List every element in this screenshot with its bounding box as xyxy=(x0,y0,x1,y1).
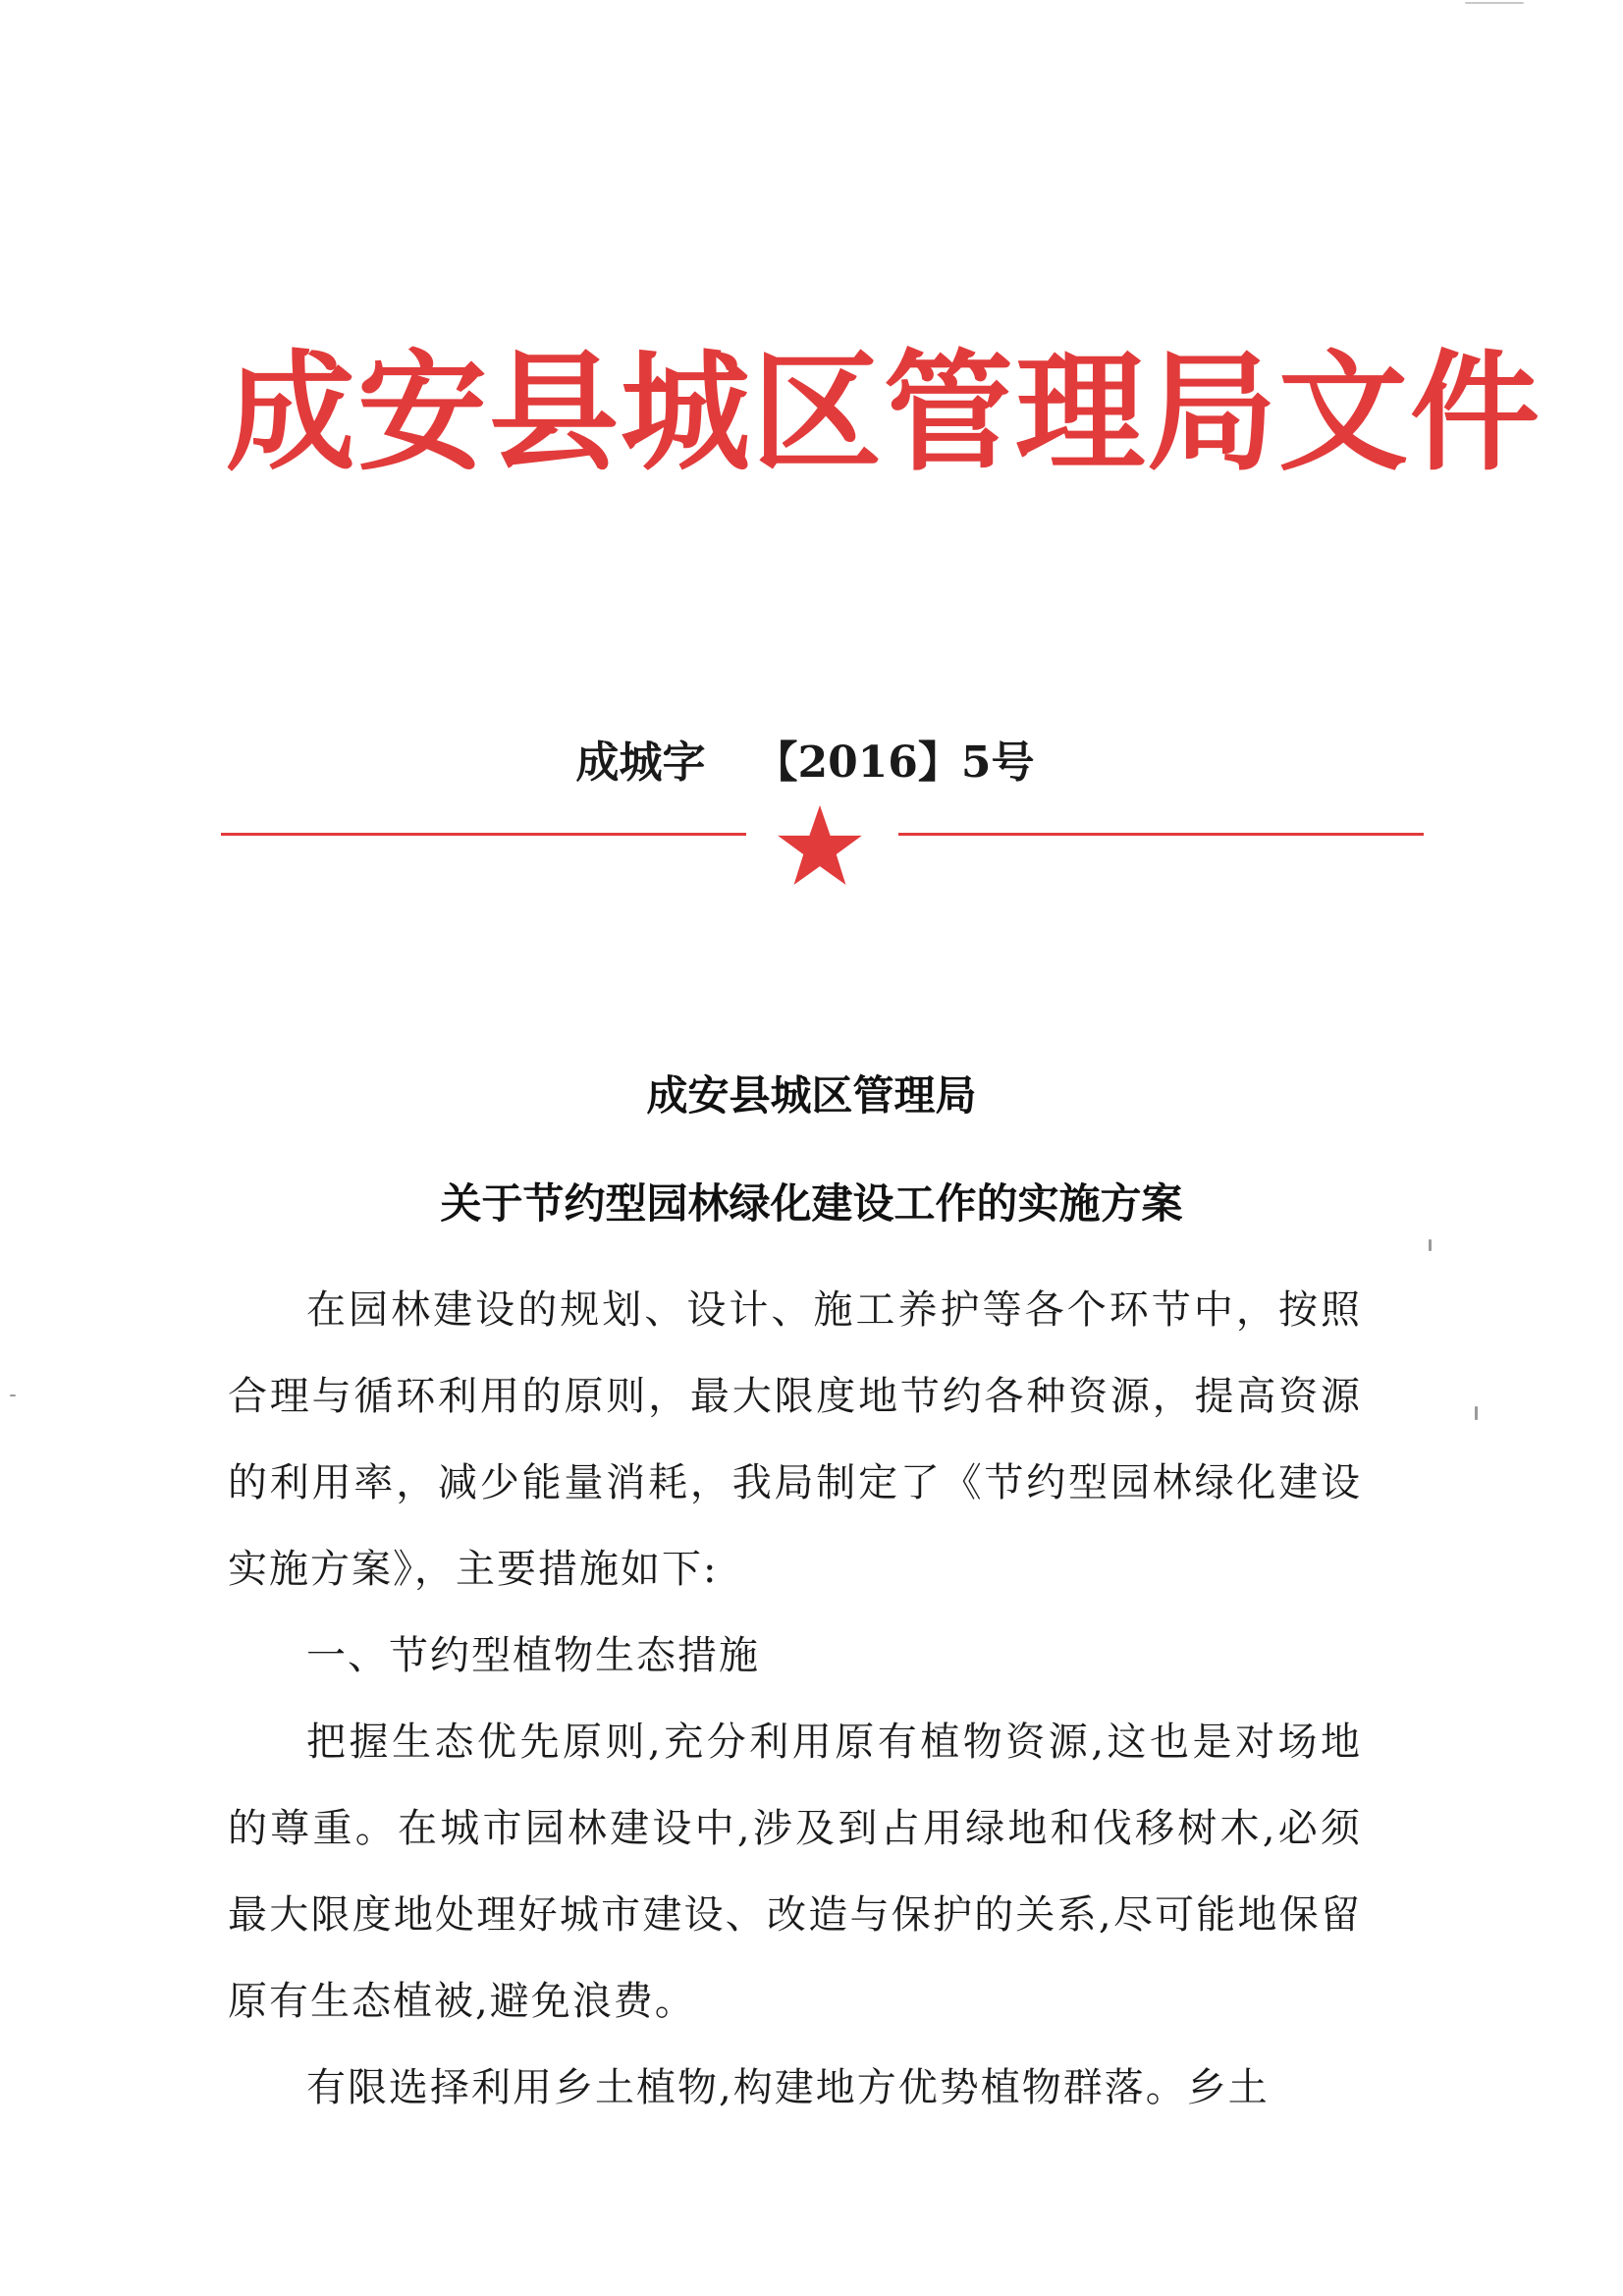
document-body xyxy=(228,1267,1362,2131)
body-paragraph-3: 有限选择利用乡土植物,构建地方优势植物群落。乡土 xyxy=(306,2065,1270,2110)
section-heading-1: 一、节约型植物生态措施 xyxy=(306,1633,760,1678)
red-divider-right xyxy=(898,833,1424,836)
scan-speck xyxy=(10,1394,16,1396)
body-paragraph-1: 在园林建设的规划、设计、施工养护等各个环节中，按照合理与循环利用的原则，最大限度地节约各种资源，提高资源的利用率，减少能量消耗，我局制定了《节约型园林绿化建设实施方案》，主要措施如下: xyxy=(228,1287,1362,1592)
body-paragraph-2: 把握生态优先原则,充分利用原有植物资源,这也是对场地的尊重。在城市园林建设中,涉及到占用绿地和伐移树木,必须最大限度地处理好城市建设、改造与保护的关系,尽可能地保留原有生态植被,避免浪费。 xyxy=(228,1720,1362,2024)
document-number xyxy=(550,738,1060,788)
masthead-title: 成安县城区管理局文件 xyxy=(226,337,1542,489)
star-icon xyxy=(776,803,864,888)
document-number-prefix: 成城字 xyxy=(575,738,706,788)
scan-speck xyxy=(1465,2,1524,4)
scan-speck xyxy=(1429,1239,1432,1251)
red-divider-left xyxy=(221,833,746,836)
document-title-line-1: 成安县城区管理局 xyxy=(646,1071,977,1120)
document-number-year: 【2016】5号 xyxy=(754,738,1035,788)
scan-speck xyxy=(1475,1406,1478,1420)
document-title-line-2: 关于节约型园林绿化建设工作的实施方案 xyxy=(440,1179,1183,1228)
